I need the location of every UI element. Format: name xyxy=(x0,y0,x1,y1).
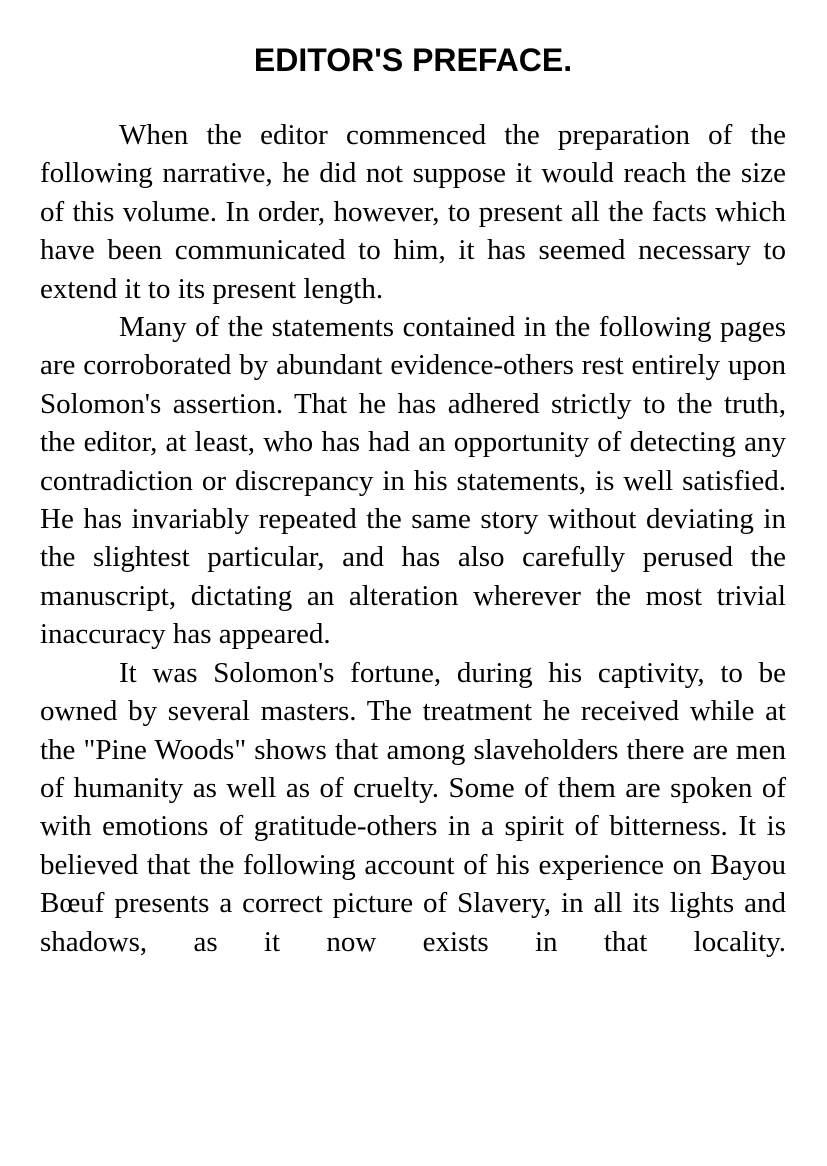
document-page xyxy=(40,38,786,961)
paragraph-2: Many of the statements contained in the following pages are corroborated by abundant evidence-others rest entirely upon Solomon's assertion. That he has adhered strictly to the truth, the editor, at least, who has had an opportunity of detecting any contradiction or discrepancy in his statements, is well satisfied. He has invariably repeated the same story without deviating in the slightest particular, and has also carefully perused the manuscript, dictating an alteration wherever the most trivial inaccuracy has appeared. xyxy=(40,311,786,651)
paragraph-3: It was Solomon's fortune, during his captivity, to be owned by several masters. The treatment he received while at the "Pine Woods" shows that among slaveholders there are men of humanity as well as of cruelty. Some of them are spoken of with emotions of gratitude-others in a spirit of bitterness. It is believed that the following account of his experience on Bayou Bœuf presents a correct picture of Slavery, in all its lights and shadows, as it now exists in that locality. xyxy=(40,656,786,958)
page-title: EDITOR'S PREFACE. xyxy=(253,42,573,78)
paragraph-1: When the editor commenced the preparation of the following narrative, he did not suppose it would reach the size of this volume. In order, however, to present all the facts which have been communicated to him, it has seemed necessary to extend it to its present length. xyxy=(40,119,786,305)
